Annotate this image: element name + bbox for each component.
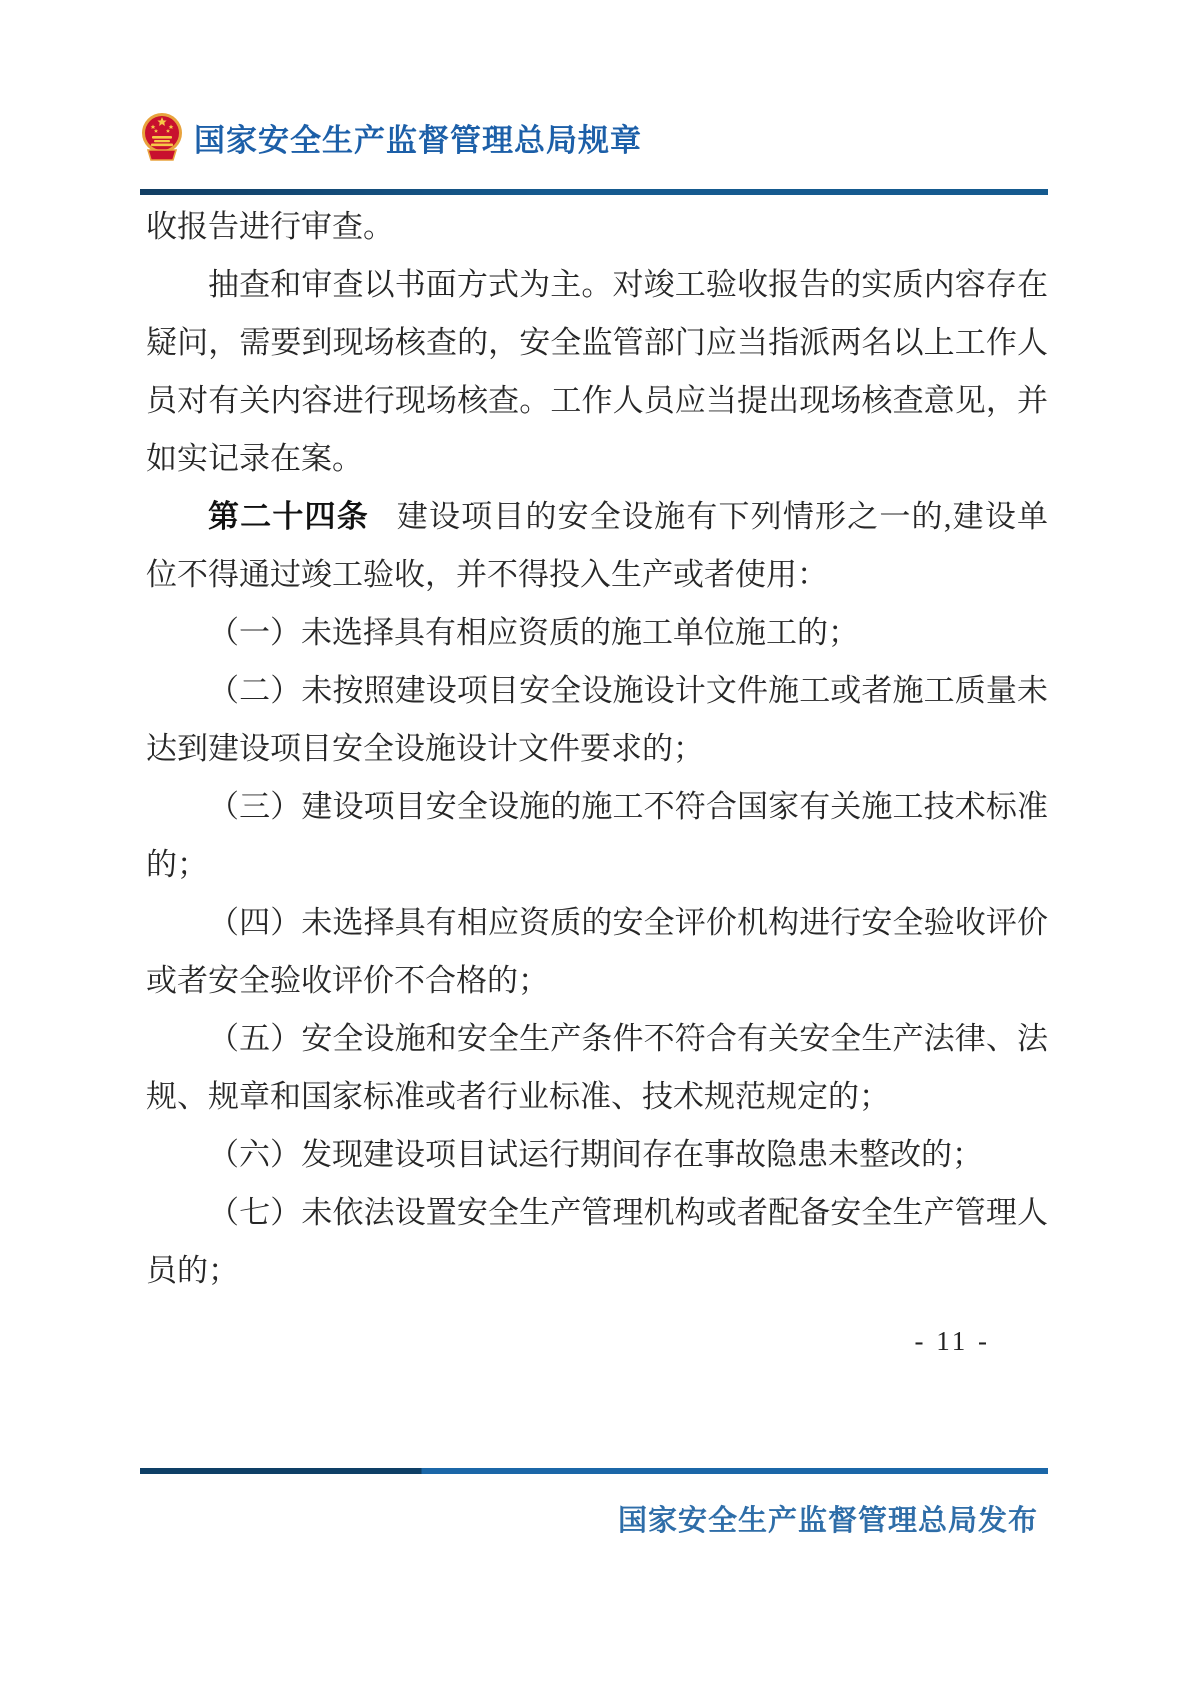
publisher: 国家安全生产监督管理总局发布: [617, 1505, 1038, 1537]
page-header: [140, 112, 1048, 162]
paragraph: 第二十四条 建设项目的安全设施有下列情形之一的,建设单位不得通过竣工验收，并不得投入生产或者使用：: [146, 499, 1049, 592]
paragraph: 收报告进行审查。: [146, 209, 394, 244]
paragraph: （五）安全设施和安全生产条件不符合有关安全生产法律、法规、规章和国家标准或者行业标准、技术规范规定的；: [146, 1021, 1048, 1114]
article-number: 第二十四条: [208, 499, 369, 534]
paragraph: （四）未选择具有相应资质的安全评价机构进行安全验收评价或者安全验收评价不合格的；: [146, 905, 1048, 998]
paragraph: （三）建设项目安全设施的施工不符合国家有关施工技术标准的；: [146, 789, 1048, 882]
paragraph: （七）未依法设置安全生产管理机构或者配备安全生产管理人员的；: [146, 1195, 1048, 1288]
paragraph: （一）未选择具有相应资质的施工单位施工的；: [208, 615, 859, 650]
page-number: - 11 -: [914, 1326, 990, 1356]
national-emblem-icon: [140, 112, 184, 162]
paragraph: （六）发现建设项目试运行期间存在事故隐患未整改的；: [208, 1137, 983, 1172]
footer-divider: [140, 1468, 1048, 1474]
document-body: [146, 198, 1048, 1300]
header-divider: [140, 189, 1048, 195]
page-title: 国家安全生产监督管理总局规章: [194, 122, 642, 158]
paragraph: （二）未按照建设项目安全设施设计文件施工或者施工质量未达到建设项目安全设施设计文件要求的；: [146, 673, 1048, 766]
paragraph: 抽查和审查以书面方式为主。对竣工验收报告的实质内容存在疑问，需要到现场核查的，安全监管部门应当指派两名以上工作人员对有关内容进行现场核查。工作人员应当提出现场核查意见，并如实记录在案。: [146, 267, 1048, 476]
